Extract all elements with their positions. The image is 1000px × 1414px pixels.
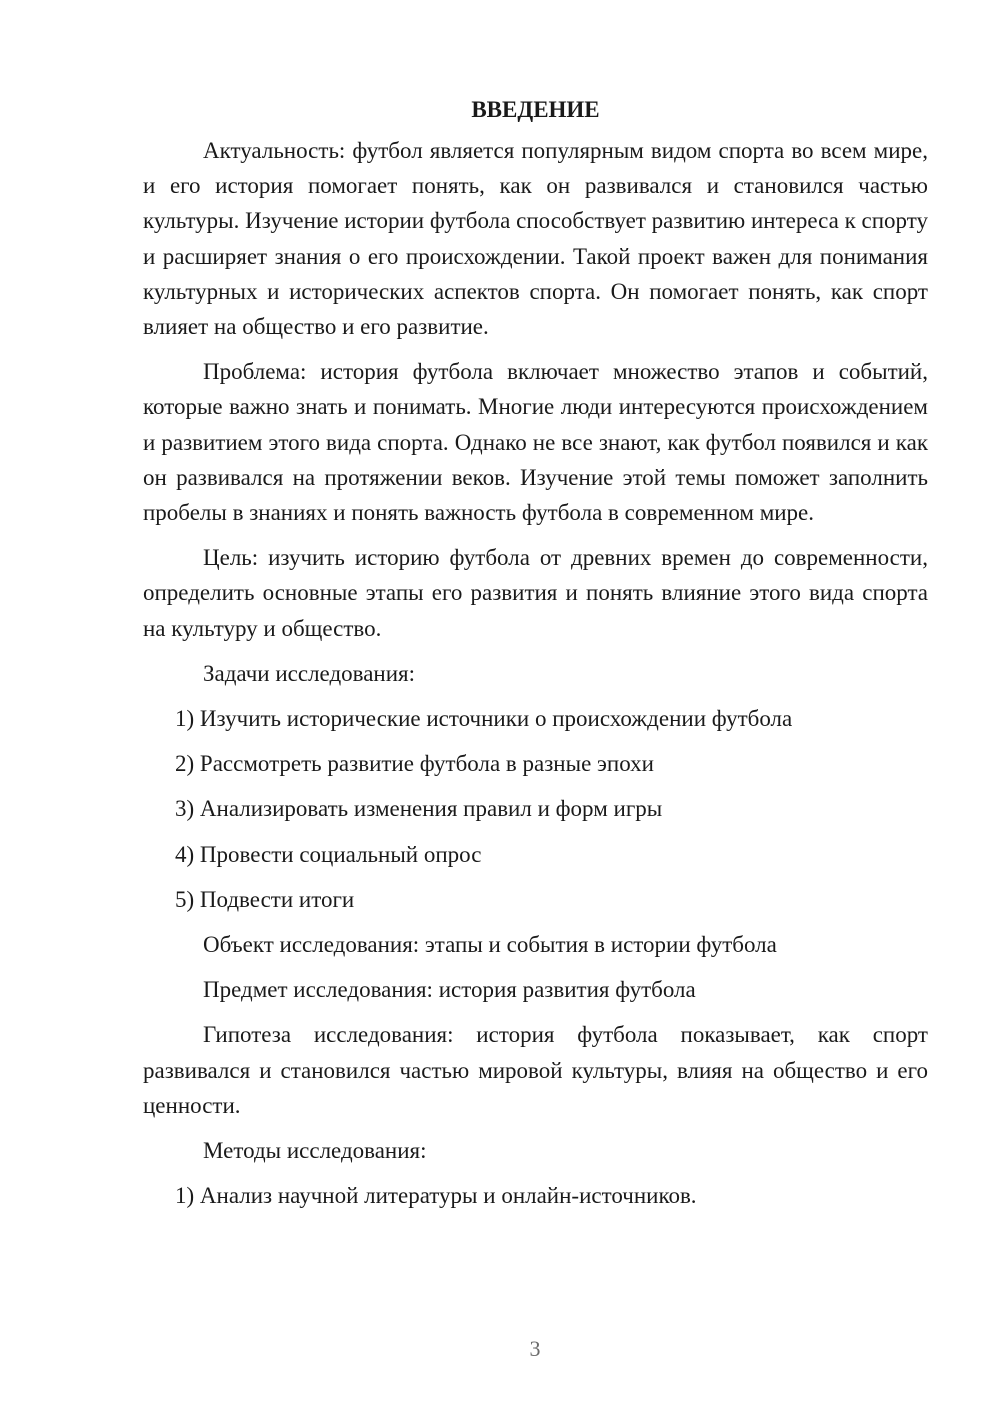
research-object: Объект исследования: этапы и события в истории футбола [203, 932, 777, 958]
goal-paragraph: Цель: изучить историю футбола от древних времен до современности, определить основные этапы его развития и понять влияние этого вида спорта на культуру и общество. [143, 545, 928, 641]
section-heading: ВВЕДЕНИЕ [471, 97, 600, 122]
problem-paragraph: Проблема: история футбола включает множество этапов и событий, которые важно знать и понимать. Многие люди интересуются происхождением и развитием этого вида спорта. Однако не все знают, как футбол появился и как он развивался на протяжении веков. Изучение этой темы поможет заполнить пробелы в знаниях и понять важность футбола в современном мире. [143, 359, 928, 526]
list-item: 1) Анализ научной литературы и онлайн-источников. [175, 1183, 697, 1209]
list-item: 2) Рассмотреть развитие футбола в разные эпохи [175, 751, 654, 777]
methods-heading: Методы исследования: [203, 1138, 427, 1164]
list-item: 4) Провести социальный опрос [175, 841, 482, 867]
methods-list [143, 1178, 928, 1213]
hypothesis-paragraph: Гипотеза исследования: история футбола показывает, как спорт развивался и становился частью мировой культуры, влияя на общество и его ценности. [143, 1022, 928, 1118]
list-item: 3) Анализировать изменения правил и форм игры [175, 796, 663, 822]
list-item: 5) Подвести итоги [175, 886, 355, 912]
tasks-heading: Задачи исследования: [203, 660, 416, 686]
page-content [143, 95, 928, 1223]
tasks-list [143, 701, 928, 917]
research-subject: Предмет исследования: история развития футбола [203, 977, 696, 1003]
relevance-paragraph: Актуальность: футбол является популярным видом спорта во всем мире, и его история помогает понять, как он развивался и становился частью культуры. Изучение истории футбола способствует развитию интереса к спорту и расширяет знания о его происхождении. Такой проект важен для понимания культурных и исторических аспектов спорта. Он помогает понять, как спорт влияет на общество и его развитие. [143, 138, 928, 340]
list-item: 1) Изучить исторические источники о происхождении футбола [175, 706, 793, 732]
page-number: 3 [529, 1336, 541, 1361]
